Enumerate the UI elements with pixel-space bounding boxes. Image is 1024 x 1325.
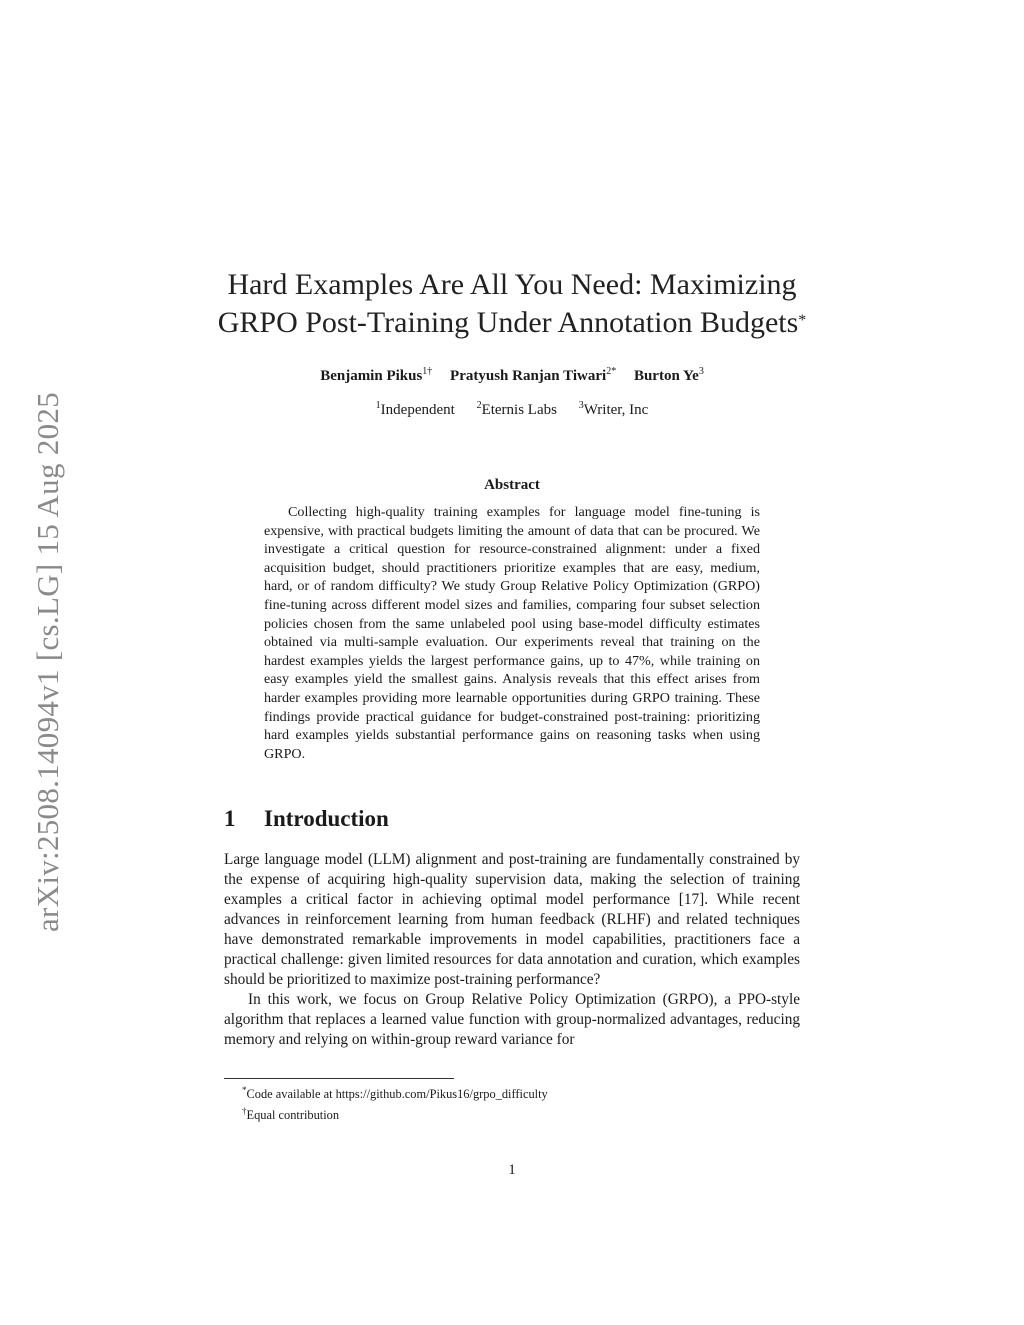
author-1 — [320, 368, 432, 384]
abstract-heading: Abstract — [484, 477, 540, 493]
title-footnote-mark: * — [798, 312, 807, 329]
footnote-code-text: Code available at https://github.com/Pikus16/grpo_difficulty — [246, 1087, 548, 1102]
introduction-body — [224, 850, 800, 1050]
author-2-name: Pratyush Ranjan Tiwari — [450, 368, 607, 384]
title-line-2-text: GRPO Post-Training Under Annotation Budgets — [217, 306, 799, 339]
intro-paragraph-1: Large language model (LLM) alignment and post-training are fundamentally constrained by the expense of acquiring high-quality supervision data, making the selection of training examples a critical factor in achieving optimal model performance [17]. While recent advances in reinforcement learning from human feedback (RLHF) and related techniques have demonstrated remarkable improvements in model capabilities, practitioners face a practical challenge: given limited resources for data annotation and curation, which examples should be prioritized to maximize post-training performance? — [224, 851, 800, 988]
affiliation-2-name: Eternis Labs — [481, 402, 557, 418]
affiliation-3-mark: 3 — [578, 400, 584, 411]
author-1-name: Benjamin Pikus — [320, 368, 423, 384]
author-3 — [634, 368, 704, 384]
author-3-name: Burton Ye — [633, 368, 699, 384]
affiliation-2 — [477, 402, 557, 418]
section-number: 1 — [224, 806, 236, 831]
affiliation-list — [200, 400, 824, 419]
author-2 — [450, 368, 616, 384]
affiliation-1 — [376, 402, 455, 418]
author-list — [200, 366, 824, 385]
page-number: 1 — [508, 1162, 516, 1178]
affiliation-1-name: Independent — [380, 402, 455, 418]
footnote-equal-contribution — [242, 1103, 548, 1124]
section-title: Introduction — [264, 806, 389, 831]
author-1-marks: 1† — [422, 366, 433, 377]
abstract-body — [264, 503, 760, 763]
footnote-code — [242, 1082, 548, 1103]
affiliation-3-name: Writer, Inc — [583, 402, 649, 418]
footnote-equal-text: Equal contribution — [246, 1108, 340, 1123]
paper-title — [200, 266, 824, 342]
footnotes — [242, 1082, 548, 1124]
footnote-equal-mark: † — [242, 1106, 247, 1117]
footnote-code-mark: * — [242, 1085, 247, 1095]
abstract-paragraph: Collecting high-quality training examples for language model fine-tuning is expensive, with practical budgets limiting the amount of data that can be procured. We investigate a critical question for resource-constrained alignment: under a fixed acquisition budget, should practitioners prioritize examples that are easy, medium, hard, or of random difficulty? We study Group Relative Policy Optimization (GRPO) fine-tuning across different model sizes and families, comparing four subset selection policies chosen from the same unlabeled pool using base-model difficulty estimates obtained via multi-sample evaluation. Our experiments reveal that training on the hardest examples yields the largest performance gains, up to 47%, while training on easy examples yield the smallest gains. Analysis reveals that this effect arises from harder examples providing more learnable opportunities during GRPO training. These findings provide practical guidance for budget-constrained post-training: prioritizing hard examples yields substantial performance gains on reasoning tasks when using GRPO. — [264, 504, 760, 762]
author-3-marks: 3 — [698, 366, 704, 377]
author-2-marks: 2* — [606, 366, 617, 377]
title-line-1: Hard Examples Are All You Need: Maximizing — [227, 268, 797, 301]
affiliation-1-mark: 1 — [375, 400, 381, 411]
affiliation-2-mark: 2 — [476, 400, 482, 411]
arxiv-identifier-stamp: arXiv:2508.14094v1 [cs.LG] 15 Aug 2025 — [30, 391, 65, 933]
affiliation-3 — [579, 402, 649, 418]
footnote-divider — [224, 1078, 454, 1079]
title-line-2 — [200, 304, 824, 342]
section-heading-introduction — [224, 806, 389, 832]
intro-paragraph-2: In this work, we focus on Group Relative Policy Optimization (GRPO), a PPO-style algorithm that replaces a learned value function with group-normalized advantages, reducing memory and relying on within-group reward variance for — [224, 991, 800, 1048]
